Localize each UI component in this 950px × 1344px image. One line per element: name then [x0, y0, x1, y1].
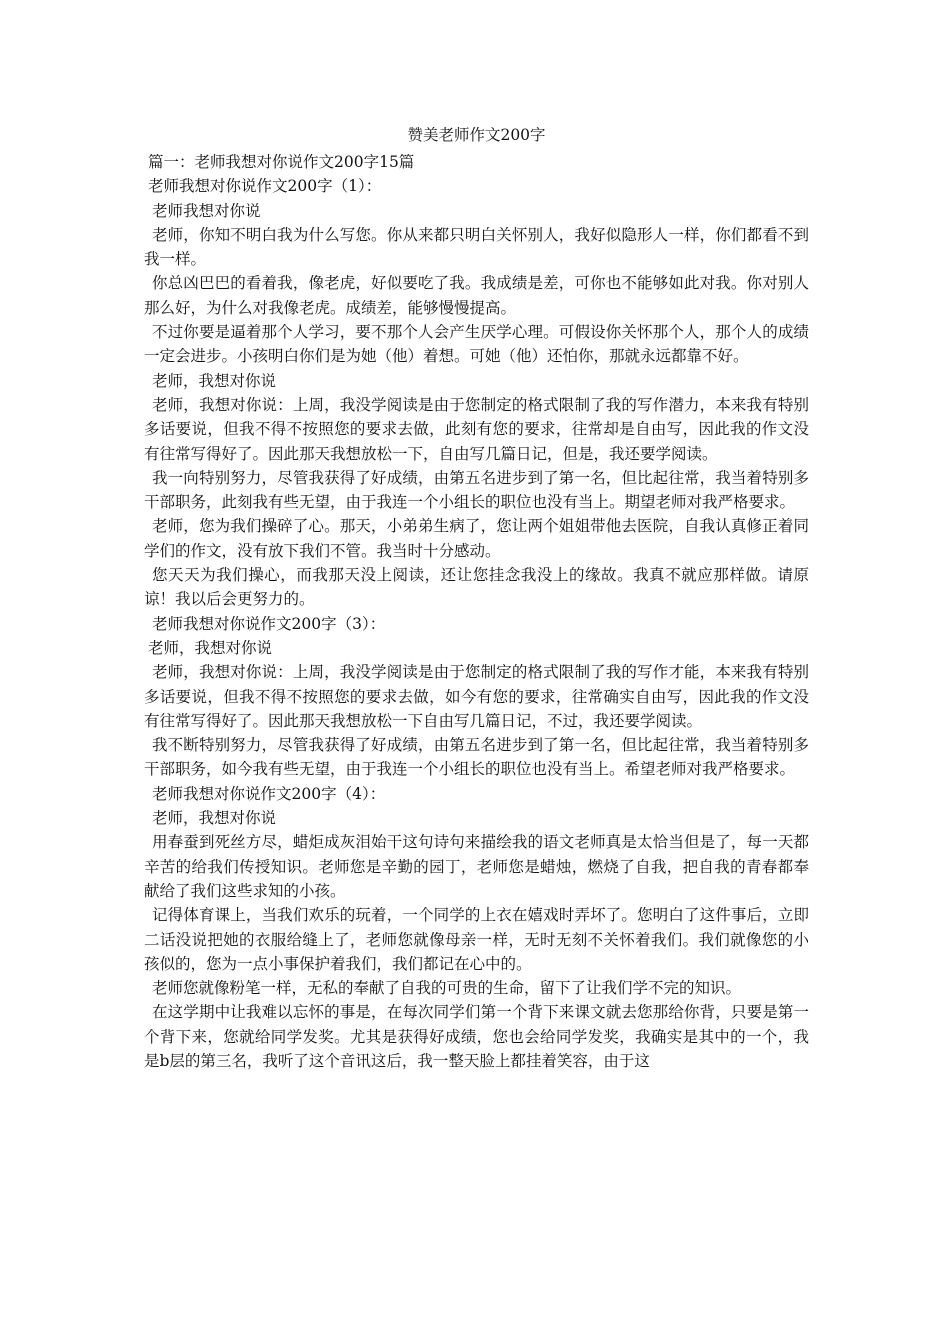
paragraph-section-1: 老师我想对你说作文200字（1）： [148, 177, 382, 196]
paragraph-body: 不过你要是逼着那个人学习，要不那个人会产生厌学心理。可假设你关怀那个人，那个人的成绩一定会进步。小孩明白你们是为她（他）着想。可她（他）还怕你，那就永远都靠不好。 [144, 323, 809, 366]
paragraph-body: 老师您就像粉笔一样，无私的奉献了自我的可贵的生命，留下了让我们学不完的知识。 [152, 979, 742, 998]
paragraph-body: 您天天为我们操心，而我那天没上阅读，还让您挂念我没上的缘故。我真不就应那样做。请原谅！我以后会更努力的。 [144, 566, 809, 609]
paragraph-body: 在这学期中让我难以忘怀的事是，在每次同学们第一个背下来课文就去您那给你背，只要是第一个背下来，您就给同学发奖。尤其是获得好成绩，您也会给同学发奖，我确实是其中的一个，我是b层的第三名，我听了这个音讯这后，我一整天脸上都挂着笑容，由于这 [144, 1003, 809, 1070]
paragraph-subtitle: 老师，我想对你说 [152, 809, 277, 828]
paragraph-section-4: 老师我想对你说作文200字（4）： [152, 784, 386, 803]
paragraph-body: 我一向特别努力，尽管我获得了好成绩，由第五名进步到了第一名，但比起往常，我当着特别多干部职务，此刻我有些无望，由于我连一个小组长的职位也没有当上。期望老师对我严格要求。 [144, 468, 809, 512]
paragraph-body: 老师，我想对你说：上周，我没学阅读是由于您制定的格式限制了我的写作才能，本来我有特别多话要说，但我不得不按照您的要求去做，如今有您的要求，往常确实自由写，因此我的作文没有往常写得好了。因此那天我想放松一下自由写几篇日记，不过，我还要学阅读。 [144, 663, 809, 730]
paragraph-subtitle: 老师，我想对你说 [152, 371, 277, 390]
document-page [144, 123, 809, 1073]
paragraph-body: 你总凶巴巴的看着我，像老虎，好似要吃了我。我成绩是差，可你也不能够如此对我。你对别人那么好，为什么对我像老虎。成绩差，能够慢慢提高。 [144, 274, 809, 317]
paragraph-body: 老师，我想对你说：上周，我没学阅读是由于您制定的格式限制了我的写作潜力，本来我有特别多话要说，但我不得不按照您的要求去做，此刻有您的要求，往常却是自由写，因此我的作文没有往常写得好了。因此那天我想放松一下，自由写几篇日记，但是，我还要学阅读。 [144, 395, 809, 463]
paragraph-body: 我不断特别努力，尽管我获得了好成绩，由第五名进步到了第一名，但比起往常，我当着特别多干部职务，如今我有些无望，由于我连一个小组长的职位也没有当上。希望老师对我严格要求。 [144, 736, 809, 779]
paragraph-body: 老师，你知不明白我为什么写您。你从来都只明白关怀别人，我好似隐形人一样，你们都看不到我一样。 [144, 225, 809, 269]
document-title: 赞美老师作文200字 [407, 126, 546, 144]
paragraph-subtitle: 老师我想对你说 [152, 201, 261, 220]
paragraph-body: 老师，您为我们操碎了心。那天，小弟弟生病了，您让两个姐姐带他去医院，自我认真修正着同学们的作文，没有放下我们不管。我当时十分感动。 [144, 517, 809, 560]
paragraph-section-3: 老师我想对你说作文200字（3）： [152, 614, 386, 633]
paragraph-heading-1: 篇一：老师我想对你说作文200字15篇 [148, 153, 415, 171]
paragraph-body: 记得体育课上，当我们欢乐的玩着，一个同学的上衣在嬉戏时弄坏了。您明白了这件事后，立即二话没说把她的衣服给缝上了，老师您就像母亲一样，无时无刻不关怀着我们。我们就像您的小孩似的，您为一点小事保护着我们，我们都记在心中的。 [144, 906, 809, 973]
paragraph-body: 用春蚕到死丝方尽，蜡炬成灰泪始干这句诗句来描绘我的语文老师真是太恰当但是了，每一天都辛苦的给我们传授知识。老师您是辛勤的园丁，老师您是蜡烛，燃烧了自我，把自我的青春都奉献给了我们这些求知的小孩。 [144, 833, 809, 900]
paragraph-subtitle: 老师，我想对你说 [148, 638, 273, 657]
